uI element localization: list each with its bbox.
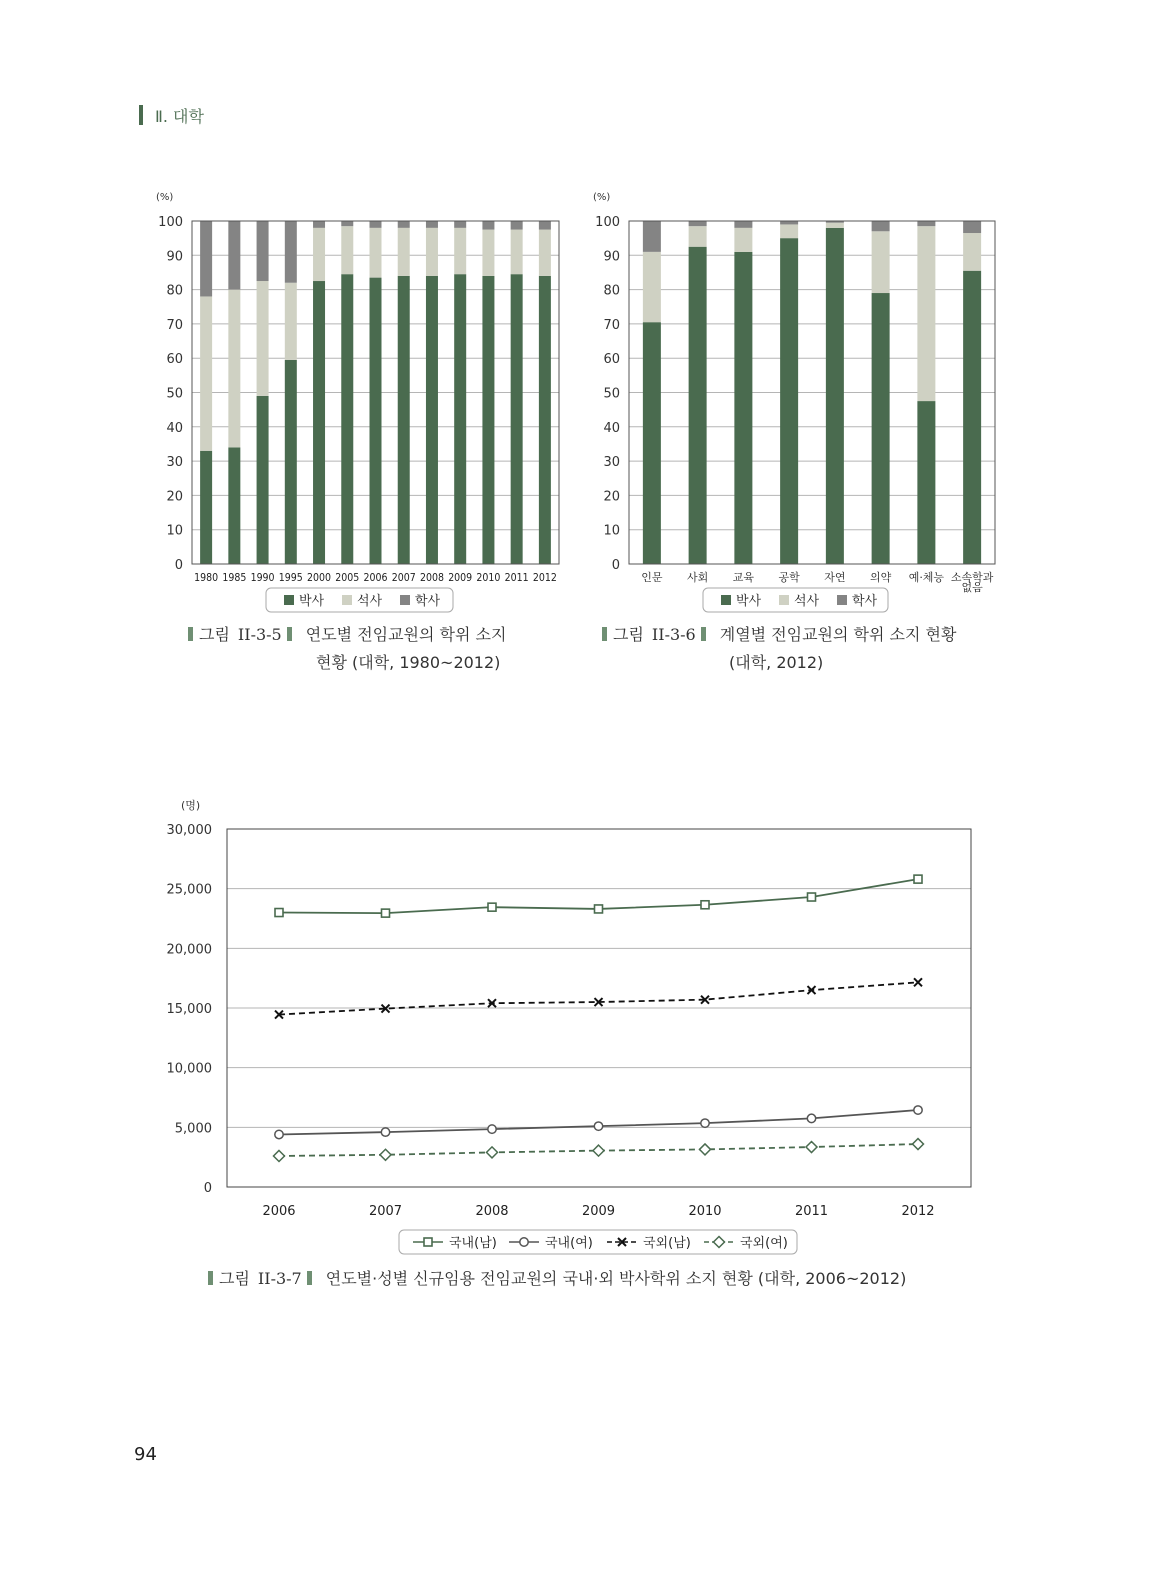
bar-segment-phd xyxy=(511,274,523,564)
caption-label: 그림 xyxy=(219,1269,250,1288)
x-tick-label: 2011 xyxy=(794,1204,829,1219)
legend-swatch xyxy=(837,595,847,605)
bar-segment-phd xyxy=(426,276,438,564)
bar-segment-bachelors xyxy=(780,221,798,224)
x-tick-label: 2007 xyxy=(391,571,420,584)
data-point xyxy=(701,901,709,909)
y-tick-label: 80 xyxy=(166,283,183,299)
bar-segment-phd xyxy=(872,293,890,564)
bar-segment-masters xyxy=(689,226,707,247)
y-tick-label: 60 xyxy=(603,352,620,368)
x-tick-label: 자연 xyxy=(824,571,846,584)
page-number: 94 xyxy=(134,1444,157,1465)
y-tick-label: 20 xyxy=(603,489,620,505)
bar-segment-phd xyxy=(643,322,661,564)
caption-text: 연도별 전임교원의 학위 소지 xyxy=(305,625,507,644)
caption-label: 그림 xyxy=(613,625,644,644)
caption-text: 연도별·성별 신규임용 전임교원의 국내·외 박사학위 소지 현황 (대학, 2006~2012) xyxy=(325,1269,907,1288)
data-point xyxy=(487,1147,498,1158)
x-tick-label: 2008 xyxy=(475,1204,509,1219)
y-tick-label: 40 xyxy=(166,420,183,436)
y-tick-label: 50 xyxy=(603,386,620,402)
y-tick-label: 5,000 xyxy=(174,1121,212,1137)
y-unit-label: (%) xyxy=(593,192,611,203)
bar-segment-bachelors xyxy=(539,221,551,230)
bar-segment-bachelors xyxy=(511,221,523,230)
bar-segment-phd xyxy=(539,276,551,564)
bar-segment-masters xyxy=(200,296,212,450)
bar-segment-phd xyxy=(689,247,707,564)
x-tick-label: 예·체능 xyxy=(908,571,945,584)
bar-segment-masters xyxy=(826,223,844,228)
x-tick-label: 공학 xyxy=(778,571,800,584)
bar-segment-masters xyxy=(917,226,935,401)
legend-label: 박사 xyxy=(736,594,762,609)
bar-segment-masters xyxy=(257,281,269,396)
x-tick-label: 2006 xyxy=(262,1204,296,1219)
bar-segment-phd xyxy=(734,252,752,564)
chart-degree-by-year xyxy=(156,192,559,612)
caption-fig-3-6 xyxy=(602,621,956,649)
caption-marker xyxy=(208,1271,213,1285)
caption-label: 그림 xyxy=(199,625,230,644)
data-point xyxy=(594,1122,602,1130)
bar-segment-masters xyxy=(643,252,661,322)
caption-fig-3-7 xyxy=(208,1265,906,1293)
bar-segment-bachelors xyxy=(917,221,935,226)
y-tick-label: 0 xyxy=(203,1181,212,1196)
bar-segment-bachelors xyxy=(228,221,240,290)
y-tick-label: 70 xyxy=(603,317,620,333)
bar-segment-phd xyxy=(341,274,353,564)
bar-segment-bachelors xyxy=(482,221,494,230)
bar-segment-masters xyxy=(370,228,382,278)
bar-segment-bachelors xyxy=(643,221,661,252)
caption-fig-3-5-line2: 현황 (대학, 1980~2012) xyxy=(316,653,501,672)
y-tick-label: 40 xyxy=(603,420,620,436)
data-point xyxy=(275,909,283,917)
legend-label: 박사 xyxy=(299,594,325,609)
x-tick-label: 2007 xyxy=(368,1204,403,1219)
bar-segment-masters xyxy=(963,233,981,271)
legend-label: 학사 xyxy=(852,594,878,609)
bar-segment-bachelors xyxy=(200,221,212,296)
bar-segment-bachelors xyxy=(963,221,981,233)
caption-text: 계열별 전임교원의 학위 소지 현황 xyxy=(719,625,957,644)
data-point xyxy=(807,1114,815,1122)
data-point xyxy=(274,1150,285,1161)
series-line xyxy=(279,982,918,1014)
y-tick-label: 90 xyxy=(166,249,183,265)
legend-label: 국외(여) xyxy=(740,1236,788,1251)
x-tick-label: 2010 xyxy=(688,1204,722,1219)
y-tick-label: 100 xyxy=(158,215,183,230)
caption-number: II-3-6 xyxy=(651,625,696,644)
x-tick-label: 인문 xyxy=(641,571,663,584)
bar-segment-phd xyxy=(963,271,981,564)
bar-segment-phd xyxy=(257,396,269,564)
bar-segment-masters xyxy=(228,290,240,448)
y-tick-label: 15,000 xyxy=(166,1002,212,1017)
bar-segment-phd xyxy=(228,447,240,564)
caption-marker xyxy=(602,627,607,641)
caption-number: II-3-5 xyxy=(237,625,282,644)
legend-swatch xyxy=(284,595,294,605)
y-tick-label: 100 xyxy=(595,215,620,230)
x-tick-label: 교육 xyxy=(732,571,755,584)
data-point xyxy=(381,1128,389,1136)
legend-label: 국내(남) xyxy=(449,1236,497,1251)
x-tick-label: 2008 xyxy=(419,571,448,584)
x-tick-label: 소속학과 없음 xyxy=(950,571,994,594)
bar-segment-phd xyxy=(370,278,382,564)
legend-label: 국외(남) xyxy=(643,1236,691,1251)
x-tick-label: 1990 xyxy=(250,571,279,584)
legend-swatch xyxy=(779,595,789,605)
data-point xyxy=(382,909,390,917)
bar-segment-masters xyxy=(734,228,752,252)
y-unit-label: (%) xyxy=(156,192,174,203)
bar-segment-bachelors xyxy=(370,221,382,228)
y-tick-label: 50 xyxy=(166,386,183,402)
x-tick-label: 의약 xyxy=(869,571,892,584)
y-tick-label: 90 xyxy=(603,249,620,265)
bar-segment-phd xyxy=(313,281,325,564)
bar-segment-bachelors xyxy=(341,221,353,226)
data-point xyxy=(914,1106,922,1114)
x-tick-label: 1980 xyxy=(194,571,223,584)
x-tick-label: 2006 xyxy=(363,571,392,584)
y-tick-label: 20,000 xyxy=(166,942,212,958)
y-tick-label: 30 xyxy=(166,455,183,471)
legend-marker xyxy=(424,1238,432,1246)
legend-swatch xyxy=(342,595,352,605)
bar-segment-phd xyxy=(482,276,494,564)
bar-segment-phd xyxy=(780,238,798,564)
data-point xyxy=(275,1130,283,1138)
bar-segment-bachelors xyxy=(454,221,466,228)
legend-swatch xyxy=(400,595,410,605)
data-point xyxy=(701,1119,709,1127)
y-tick-label: 70 xyxy=(166,317,183,333)
y-tick-label: 0 xyxy=(611,558,620,573)
caption-marker xyxy=(701,627,706,641)
bar-segment-masters xyxy=(872,231,890,293)
data-point xyxy=(806,1142,817,1153)
caption-number: II-3-7 xyxy=(257,1269,302,1288)
x-tick-label: 1985 xyxy=(222,571,251,584)
data-point xyxy=(700,1144,711,1155)
x-tick-label: 2012 xyxy=(532,571,561,584)
x-tick-label: 사회 xyxy=(686,571,709,584)
x-tick-label: 2012 xyxy=(901,1204,935,1219)
bar-segment-masters xyxy=(426,228,438,276)
y-unit-label: (명) xyxy=(181,799,201,812)
caption-fig-3-5 xyxy=(188,621,506,649)
x-tick-label: 1995 xyxy=(278,571,307,584)
x-tick-label: 2010 xyxy=(476,571,505,584)
bar-segment-masters xyxy=(285,283,297,360)
chart-degree-by-field xyxy=(593,192,995,612)
y-tick-label: 20 xyxy=(166,489,183,505)
chart-phd-new-faculty xyxy=(167,798,972,1254)
data-point xyxy=(488,1125,496,1133)
bar-segment-bachelors xyxy=(257,221,269,281)
legend-marker xyxy=(520,1238,528,1246)
legend-label: 학사 xyxy=(415,594,441,609)
y-tick-label: 30 xyxy=(603,455,620,471)
data-point xyxy=(488,903,496,911)
data-point xyxy=(380,1149,391,1160)
caption-marker xyxy=(307,1271,312,1285)
bar-segment-phd xyxy=(398,276,410,564)
y-tick-label: 0 xyxy=(174,558,183,573)
bar-segment-phd xyxy=(917,401,935,564)
x-tick-label: 2000 xyxy=(307,571,336,584)
bar-segment-phd xyxy=(826,228,844,564)
bar-segment-bachelors xyxy=(398,221,410,228)
bar-segment-bachelors xyxy=(872,221,890,231)
legend-swatch xyxy=(721,595,731,605)
y-tick-label: 10,000 xyxy=(166,1061,212,1077)
legend-label: 국내(여) xyxy=(545,1236,593,1251)
bar-segment-masters xyxy=(539,230,551,276)
bar-segment-bachelors xyxy=(313,221,325,228)
bar-segment-phd xyxy=(285,360,297,564)
data-point xyxy=(913,1139,924,1150)
caption-marker xyxy=(188,627,193,641)
bar-segment-masters xyxy=(341,226,353,274)
bar-segment-masters xyxy=(313,228,325,281)
section-title: Ⅱ. 대학 xyxy=(155,106,204,126)
data-point xyxy=(595,905,603,913)
bar-segment-masters xyxy=(780,224,798,238)
caption-fig-3-6-line2: (대학, 2012) xyxy=(729,653,824,672)
y-tick-label: 10 xyxy=(166,523,183,539)
bar-segment-bachelors xyxy=(285,221,297,283)
caption-marker xyxy=(287,627,292,641)
bar-segment-bachelors xyxy=(426,221,438,228)
bar-segment-masters xyxy=(511,230,523,275)
bar-segment-masters xyxy=(482,230,494,276)
bar-segment-masters xyxy=(454,228,466,274)
data-point xyxy=(808,893,816,901)
y-tick-label: 80 xyxy=(603,283,620,299)
y-tick-label: 30,000 xyxy=(166,823,212,838)
bar-segment-bachelors xyxy=(734,221,752,228)
legend-label: 석사 xyxy=(794,594,820,609)
bar-segment-phd xyxy=(454,274,466,564)
bar-segment-phd xyxy=(200,451,212,564)
bar-segment-bachelors xyxy=(689,221,707,226)
data-point xyxy=(593,1145,604,1156)
y-tick-label: 60 xyxy=(166,352,183,368)
legend-label: 석사 xyxy=(357,594,383,609)
bar-segment-masters xyxy=(398,228,410,276)
x-tick-label: 2009 xyxy=(448,571,477,584)
x-tick-label: 2011 xyxy=(504,571,533,584)
data-point xyxy=(914,875,922,883)
data-point xyxy=(914,978,922,986)
x-tick-label: 2005 xyxy=(335,571,364,584)
y-tick-label: 10 xyxy=(603,523,620,539)
x-tick-label: 2009 xyxy=(581,1204,616,1219)
y-tick-label: 25,000 xyxy=(166,882,212,898)
